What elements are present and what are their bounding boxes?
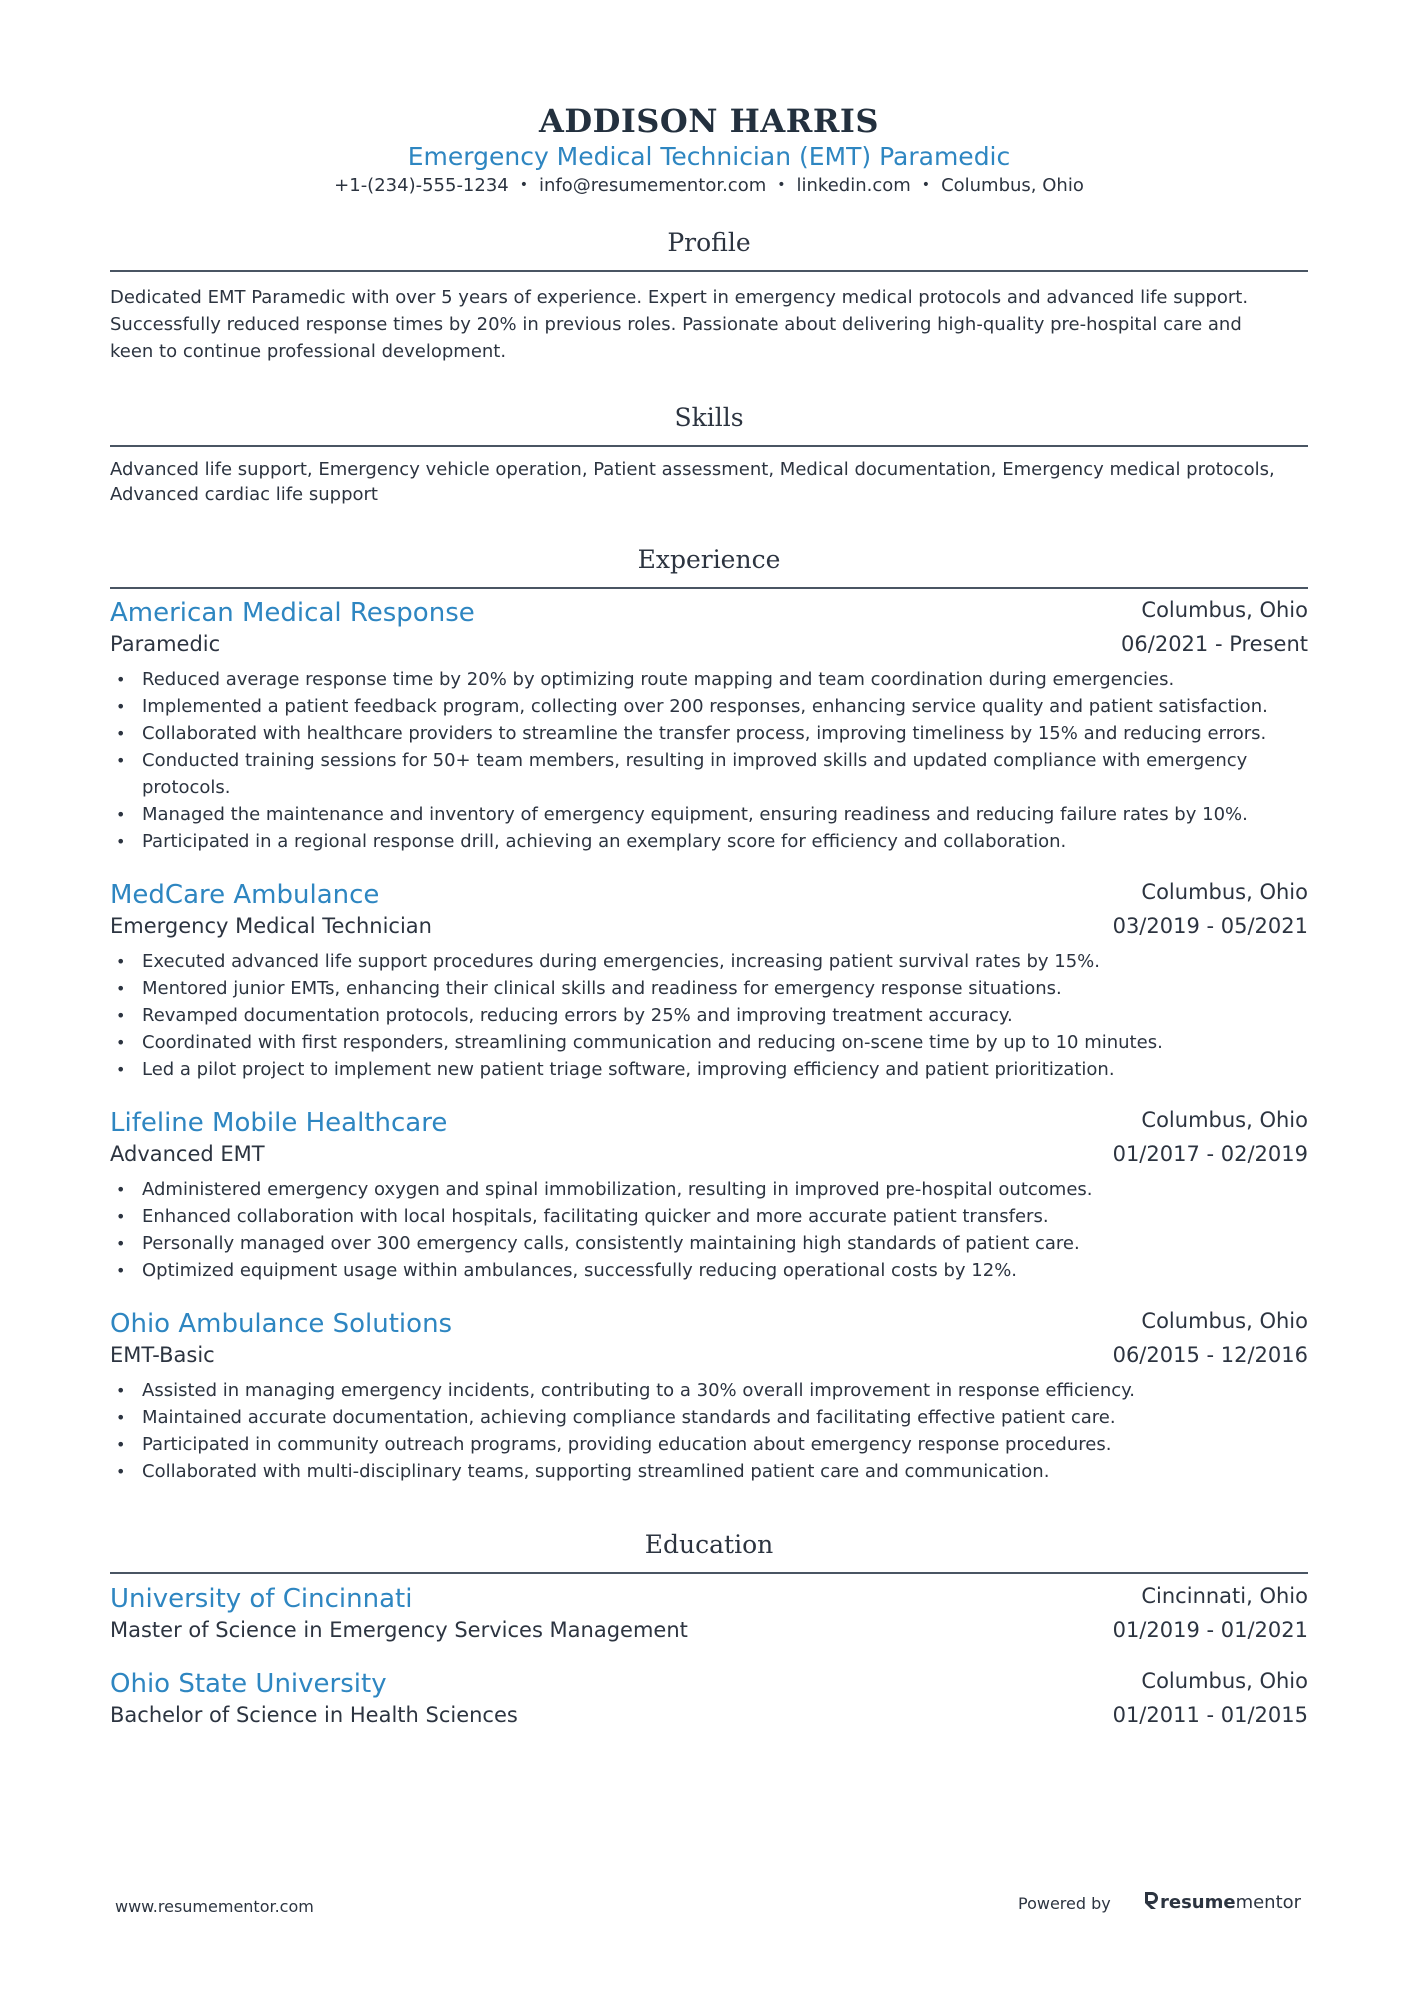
education-dates: 01/2011 - 01/2015 (1112, 1703, 1308, 1727)
skills-line: Advanced cardiac life support (110, 484, 378, 505)
contact-email[interactable]: info@resumementor.com (539, 175, 767, 196)
education-entry (110, 1669, 1308, 1737)
job-role: Paramedic (110, 632, 221, 656)
job-dates: 03/2019 - 05/2021 (1112, 914, 1308, 938)
employer-location: Columbus, Ohio (1141, 880, 1308, 904)
achievement-list (110, 948, 1308, 1083)
profile-summary (110, 284, 1308, 365)
achievement-list (110, 666, 1308, 855)
experience-entry (110, 1108, 1308, 1284)
achievement-item: • Managed the maintenance and inventory of emergency equipment, ensuring readiness and reducing failure rates by 10%. (110, 801, 1308, 828)
section-divider (110, 270, 1308, 272)
job-role: Emergency Medical Technician (110, 914, 432, 938)
school-location: Cincinnati, Ohio (1141, 1584, 1308, 1608)
experience-entry (110, 880, 1308, 1083)
brand-logo[interactable] (1142, 1890, 1301, 1916)
achievement-item: • Participated in community outreach programs, providing education about emergency response procedures. (110, 1431, 1308, 1458)
achievement-item: • Administered emergency oxygen and spinal immobilization, resulting in improved pre-hospital outcomes. (110, 1176, 1308, 1203)
brand-wordmark-light: mentor (1235, 1891, 1302, 1913)
job-role: EMT-Basic (110, 1343, 215, 1367)
section-title-skills: Skills (674, 403, 744, 432)
employer-name: Lifeline Mobile Healthcare (110, 1108, 448, 1138)
resumementor-logo-icon (1142, 1890, 1160, 1914)
brand-wordmark-bold: resume (1160, 1891, 1236, 1913)
section-title-experience: Experience (637, 545, 781, 574)
experience-entry (110, 1309, 1308, 1485)
footer-url[interactable]: www.resumementor.com (115, 1897, 314, 1916)
education-entry (110, 1584, 1308, 1652)
powered-by-label: Powered by (1018, 1894, 1111, 1913)
job-dates: 06/2015 - 12/2016 (1112, 1343, 1308, 1367)
candidate-name: ADDISON HARRIS (539, 102, 879, 140)
bullet-separator: • (921, 177, 931, 193)
job-dates: 01/2017 - 02/2019 (1112, 1142, 1308, 1166)
degree: Master of Science in Emergency Services Management (110, 1618, 688, 1642)
achievement-list (110, 1377, 1308, 1485)
section-divider (110, 1572, 1308, 1574)
skills-line: Advanced life support, Emergency vehicle operation, Patient assessment, Medical documentation, Emergency medical protocols, (110, 459, 1275, 480)
contact-phone: +1-(234)-555-1234 (334, 175, 509, 196)
achievement-item: • Assisted in managing emergency incidents, contributing to a 30% overall improvement in response efficiency. (110, 1377, 1308, 1404)
candidate-title: Emergency Medical Technician (EMT) Paramedic (407, 142, 1011, 171)
achievement-item: • Collaborated with healthcare providers to streamline the transfer process, improving timeliness by 15% and reducing errors. (110, 720, 1308, 747)
achievement-item: • Led a pilot project to implement new patient triage software, improving efficiency and patient prioritization. (110, 1056, 1308, 1083)
contact-linkedin[interactable]: linkedin.com (796, 175, 911, 196)
skills-list (110, 457, 1308, 507)
achievement-item: • Collaborated with multi-disciplinary teams, supporting streamlined patient care and communication. (110, 1458, 1308, 1485)
achievement-list (110, 1176, 1308, 1284)
employer-name: Ohio Ambulance Solutions (110, 1309, 453, 1339)
achievement-item: • Personally managed over 300 emergency calls, consistently maintaining high standards of patient care. (110, 1230, 1308, 1257)
contact-location: Columbus, Ohio (941, 175, 1084, 196)
achievement-item: • Executed advanced life support procedures during emergencies, increasing patient survival rates by 15%. (110, 948, 1308, 975)
experience-entry (110, 598, 1308, 855)
school-location: Columbus, Ohio (1141, 1669, 1308, 1693)
brand-wordmark (1160, 1892, 1301, 1913)
employer-location: Columbus, Ohio (1141, 1108, 1308, 1132)
achievement-item: • Maintained accurate documentation, achieving compliance standards and facilitating effective patient care. (110, 1404, 1308, 1431)
school-name: Ohio State University (110, 1669, 387, 1699)
achievement-item: • Participated in a regional response drill, achieving an exemplary score for efficiency and collaboration. (110, 828, 1308, 855)
achievement-item: • Enhanced collaboration with local hospitals, facilitating quicker and more accurate patient transfers. (110, 1203, 1308, 1230)
degree: Bachelor of Science in Health Sciences (110, 1703, 518, 1727)
bullet-separator: • (777, 177, 786, 193)
achievement-item: • Mentored junior EMTs, enhancing their clinical skills and readiness for emergency response situations. (110, 975, 1308, 1002)
achievement-item: • Revamped documentation protocols, reducing errors by 25% and improving treatment accuracy. (110, 1002, 1308, 1029)
employer-location: Columbus, Ohio (1141, 598, 1308, 622)
bullet-separator: • (519, 177, 529, 193)
achievement-item: • Reduced average response time by 20% by optimizing route mapping and team coordination during emergencies. (110, 666, 1308, 693)
profile-line: keen to continue professional development. (110, 341, 507, 362)
education-dates: 01/2019 - 01/2021 (1112, 1618, 1308, 1642)
achievement-item: • Conducted training sessions for 50+ team members, resulting in improved skills and updated compliance with emergency protocols. (110, 747, 1308, 801)
section-divider (110, 445, 1308, 447)
profile-line: Successfully reduced response times by 20% in previous roles. Passionate about delivering high-quality pre-hospital care and (110, 314, 1242, 335)
employer-name: American Medical Response (110, 598, 475, 628)
school-name: University of Cincinnati (110, 1584, 413, 1614)
section-divider (110, 587, 1308, 589)
section-title-education: Education (644, 1530, 774, 1559)
employer-location: Columbus, Ohio (1141, 1309, 1308, 1333)
achievement-item: • Optimized equipment usage within ambulances, successfully reducing operational costs by 12%. (110, 1257, 1308, 1284)
contact-line (110, 175, 1308, 196)
section-title-profile: Profile (667, 228, 751, 257)
achievement-item: • Coordinated with first responders, streamlining communication and reducing on-scene time by up to 10 minutes. (110, 1029, 1308, 1056)
achievement-item: • Implemented a patient feedback program, collecting over 200 responses, enhancing service quality and patient satisfaction. (110, 693, 1308, 720)
employer-name: MedCare Ambulance (110, 880, 380, 910)
job-dates: 06/2021 - Present (1121, 632, 1308, 656)
job-role: Advanced EMT (110, 1142, 265, 1166)
profile-line: Dedicated EMT Paramedic with over 5 years of experience. Expert in emergency medical protocols and advanced life support. (110, 287, 1249, 308)
